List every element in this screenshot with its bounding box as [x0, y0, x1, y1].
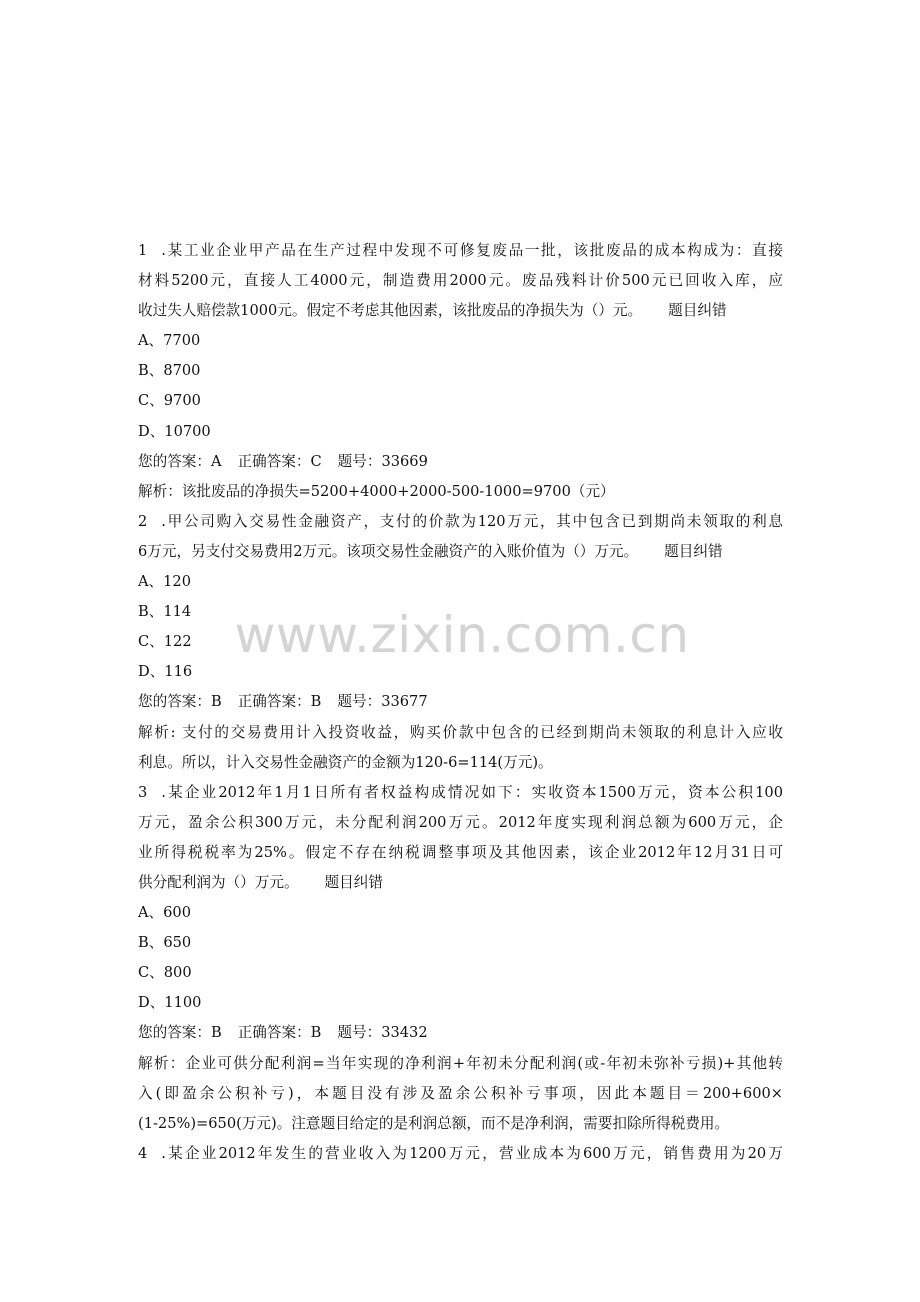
option-b: B、8700	[138, 362, 201, 380]
option-a: A、120	[138, 573, 191, 591]
report-error-link[interactable]: 题目纠错	[668, 302, 727, 320]
question-1	[138, 236, 783, 507]
option-c: C、122	[138, 633, 192, 651]
correct-answer: 正确答案：B	[237, 1024, 322, 1042]
question-text-line: 万元，盈余公积300万元，未分配利润200万元。2012年度实现利润总额为600万元，企	[138, 813, 783, 831]
report-error-link[interactable]: 题目纠错	[324, 873, 383, 891]
question-number: 1	[138, 242, 148, 259]
option-a: A、7700	[138, 332, 201, 350]
question-text-line: 业所得税税率为25%。假定不存在纳税调整事项及其他因素，该企业2012年12月31日可	[138, 843, 783, 861]
your-answer: 您的答案：B	[138, 693, 222, 711]
option-c: C、800	[138, 964, 192, 982]
question-number: 4	[138, 1144, 148, 1162]
your-answer: 您的答案：A	[138, 452, 222, 470]
correct-answer: 正确答案：C	[237, 452, 322, 470]
question-number: 3	[138, 783, 148, 801]
option-b: B、650	[138, 934, 192, 952]
question-id: 题号：33669	[337, 452, 428, 470]
question-text-line: 收过失人赔偿款1000元。假定不考虑其他因素，该批废品的净损失为（）元。 题目纠错	[138, 302, 727, 320]
analysis-line: 入(即盈余公积补亏)，本题目没有涉及盈余公积补亏事项，因此本题目＝200+600×	[138, 1084, 783, 1102]
option-d: D、116	[138, 663, 193, 681]
analysis-line: (1-25%)=650(万元)。注意题目给定的是利润总额，而不是净利润，需要扣除所得税费用。	[138, 1114, 730, 1132]
answer-line	[138, 447, 783, 477]
question-4	[138, 1139, 783, 1169]
report-error-link[interactable]: 题目纠错	[664, 542, 723, 560]
answer-line	[138, 1018, 783, 1048]
analysis-line: 利息。所以，计入交易性金融资产的金额为120-6=114(万元)。	[138, 753, 553, 771]
question-text-line: 1 .某工业企业甲产品在生产过程中发现不可修复废品一批，该批废品的成本构成为：直接	[138, 242, 783, 259]
analysis-line: 解析: 支付的交易费用计入投资收益，购买价款中包含的已经到期尚未领取的利息计入应收	[138, 723, 783, 741]
option-b: B、114	[138, 603, 192, 621]
question-text-line: 供分配利润为（）万元。 题目纠错	[138, 873, 383, 891]
analysis-line: 解析：企业可供分配利润=当年实现的净利润+年初未分配利润(或-年初未弥补亏损)+其他转	[138, 1054, 783, 1072]
question-text-line: 6万元，另支付交易费用2万元。该项交易性金融资产的入账价值为（）万元。 题目纠错	[138, 542, 723, 560]
document-page	[138, 236, 783, 1169]
option-d: D、10700	[138, 422, 211, 440]
question-id: 题号：33432	[337, 1024, 428, 1042]
analysis-line: 解析：该批废品的净损失=5200+4000+2000-500-1000=9700（元）	[138, 482, 615, 500]
question-text-line: 3 .某企业2012年1月1日所有者权益构成情况如下：实收资本1500万元，资本公积100	[138, 783, 783, 801]
question-text-line: 材料5200元，直接人工4000元，制造费用2000元。废品残料计价500元已回收入库，应	[138, 272, 783, 290]
watermark: www.zixin.com.cn	[234, 606, 690, 664]
your-answer: 您的答案：B	[138, 1024, 222, 1042]
question-text-line: 4 .某企业2012年发生的营业收入为1200万元，营业成本为600万元，销售费用为20万	[138, 1144, 783, 1162]
question-3	[138, 778, 783, 1139]
question-id: 题号：33677	[337, 693, 428, 711]
answer-line	[138, 687, 783, 717]
option-c: C、9700	[138, 392, 201, 410]
question-number: 2	[138, 512, 148, 530]
question-text-line: 2 .甲公司购入交易性金融资产，支付的价款为120万元，其中包含已到期尚未领取的利息	[138, 512, 783, 530]
option-a: A、600	[138, 904, 191, 922]
correct-answer: 正确答案：B	[237, 693, 322, 711]
option-d: D、1100	[138, 994, 202, 1012]
